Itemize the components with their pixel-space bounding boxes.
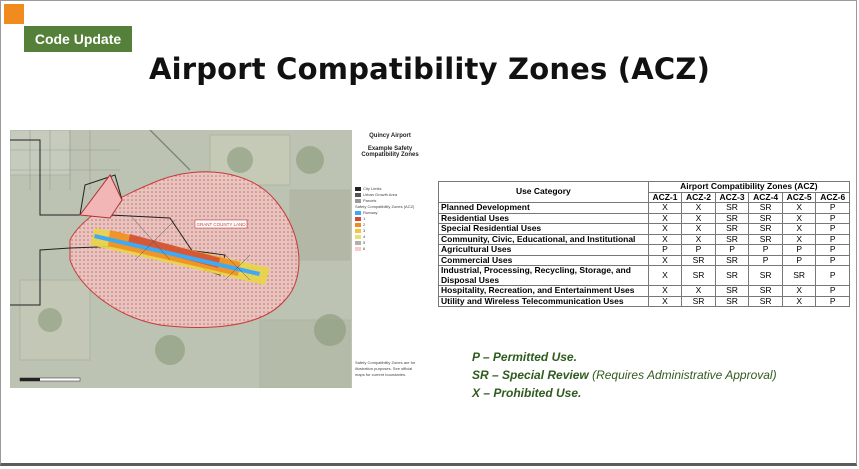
legend-item: 4	[355, 234, 425, 240]
map-graphic	[10, 130, 352, 388]
table-row: Community, Civic, Educational, and Institutional X X SR SR X P	[439, 234, 850, 245]
code-update-tag: Code Update	[24, 26, 132, 52]
col-header: ACZ-3	[715, 192, 749, 203]
map-legend	[355, 130, 425, 388]
table-row: Hospitality, Recreation, and Entertainment Uses X X SR SR X P	[439, 286, 850, 297]
page-title: Airport Compatibility Zones (ACZ)	[148, 52, 711, 86]
legend-item: Parcels	[355, 198, 425, 204]
col-header: ACZ-6	[816, 192, 850, 203]
table-row: Planned Development X X SR SR X P	[439, 203, 850, 214]
zone-map-figure	[10, 130, 425, 390]
legend-item: Urban Growth Area	[355, 192, 425, 198]
table-row: Industrial, Processing, Recycling, Storage, and Disposal Uses X SR SR SR SR P	[439, 266, 850, 286]
col-header: ACZ-2	[682, 192, 716, 203]
legend-item: Safety Compatibility Zones (ACZ)	[355, 204, 415, 209]
map-subtitle: Example Safety Compatibility Zones	[361, 146, 419, 158]
table-row: Utility and Wireless Telecommunication Uses X SR SR SR X P	[439, 296, 850, 307]
table-row: Residential Uses X X SR SR X P	[439, 213, 850, 224]
legend-item: 5	[355, 240, 425, 246]
permitted-note: P – Permitted Use.	[472, 350, 577, 364]
orange-accent-square	[4, 4, 24, 24]
legend-item: 2	[355, 222, 425, 228]
zone-map-label: GRANT COUNTY LAND	[196, 222, 246, 227]
special-review-note: SR – Special Review (Requires Administrative Approval)	[472, 368, 777, 382]
use-category-table	[438, 181, 850, 307]
map-title: Quincy Airport	[369, 133, 411, 139]
legend-item: 1	[355, 216, 425, 222]
table-row: Commercial Uses X SR SR P P P	[439, 255, 850, 266]
col-header: ACZ-1	[648, 192, 682, 203]
legend-item: Runway	[355, 210, 425, 216]
aerial-map	[10, 130, 352, 388]
map-footnote: Safety Compatibility Zones are for illustration purposes. See official maps for current boundaries.	[355, 360, 416, 377]
legend-item: 6	[355, 246, 425, 252]
legend-item: 3	[355, 228, 425, 234]
prohibited-note: X – Prohibited Use.	[472, 386, 582, 400]
legend-item: City Limits	[355, 186, 425, 192]
table-row: Special Residential Uses X X SR SR X P	[439, 224, 850, 235]
zones-header: Airport Compatibility Zones (ACZ)	[648, 182, 849, 193]
col-header: ACZ-4	[749, 192, 783, 203]
use-key-notes	[472, 348, 777, 402]
col-header: ACZ-5	[782, 192, 816, 203]
table-row: Agricultural Uses P P P P P P	[439, 245, 850, 256]
use-category-header: Use Category	[439, 182, 649, 203]
